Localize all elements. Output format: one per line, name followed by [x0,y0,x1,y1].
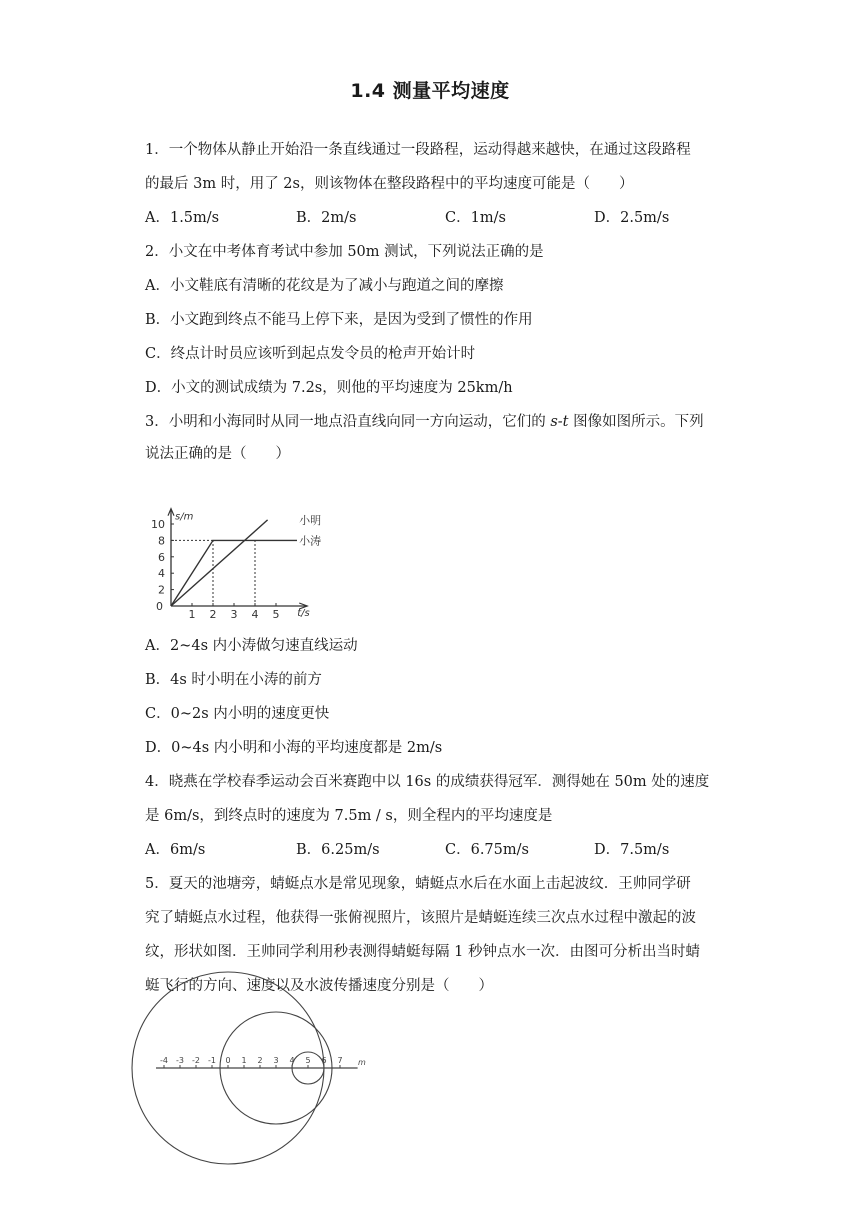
axis-tick-label: 1 [241,1056,247,1065]
x-tick-label-5: 5 [272,608,280,621]
q1-stem-line-2: 的最后 3m 时，用了 2s，则该物体在整段路程中的平均速度可能是（ ） [145,176,634,192]
q2-option-b[interactable]: B．小文跑到终点不能马上停下来，是因为受到了惯性的作用 [145,312,533,328]
y-tick-label-6: 6 [158,550,165,564]
x-tick-label-1: 1 [188,608,196,621]
q1-option-b[interactable]: B．2m/s [296,210,357,226]
q2-option-a[interactable]: A．小文鞋底有清晰的花纹是为了减小与跑道之间的摩擦 [145,278,504,294]
page-title: 1.4 测量平均速度 [350,80,510,102]
q3-stem-prefix: 3．小明和小海同时从同一地点沿直线向同一方向运动，它们的 [145,414,551,430]
q3-stem-suffix: 图像如图所示。下列 [568,414,704,430]
axis-tick-label: 4 [289,1056,295,1065]
q3-stem-italic: s-t [550,414,569,430]
y-tick-label-10: 10 [151,518,165,531]
q3-stem-line-1 [145,412,704,432]
q3-option-c[interactable]: C．0~2s 内小明的速度更快 [145,706,330,722]
axis-tick-label: -4 [160,1056,168,1065]
q5-stem-line-2: 究了蜻蜓点水过程，他获得一张俯视照片，该照片是蜻蜓连续三次点水过程中激起的波 [145,910,696,926]
q3-option-b[interactable]: B．4s 时小明在小涛的前方 [145,672,322,688]
ripple-figure [150,1004,366,1144]
q3-option-d[interactable]: D．0~4s 内小明和小海的平均速度都是 2m/s [145,740,443,756]
x-tick-label-4: 4 [251,608,259,621]
st-graph-figure [145,476,335,622]
axis-tick-label: 0 [225,1056,231,1065]
q4-stem-line-2: 是 6m/s，到终点时的速度为 7.5m / s，则全程内的平均速度是 [145,808,553,824]
axis-tick-label: -1 [208,1056,216,1065]
series-label-2: 小涛 [299,534,322,548]
axis-tick-label: -3 [176,1056,184,1065]
q5-stem-line-4: 蜓飞行的方向、速度以及水波传播速度分别是（ ） [145,978,493,994]
q2-stem: 2．小文在中考体育考试中参加 50m 测试，下列说法正确的是 [145,244,544,260]
series-line-1 [171,520,268,606]
y-tick-label-8: 8 [158,534,165,548]
q3-stem-line-2: 说法正确的是（ ） [145,446,290,462]
q1-stem-line-1: 1．一个物体从静止开始沿一条直线通过一段路程，运动得越来越快，在通过这段路程 [145,142,691,158]
y-tick-label-4: 4 [158,567,165,581]
q5-stem-line-3: 纹，形状如图．王帅同学利用秒表测得蜻蜓每隔 1 秒钟点水一次．由图可分析出当时蜻 [145,944,700,960]
q5-stem-line-1: 5．夏天的池塘旁，蜻蜓点水是常见现象，蜻蜓点水后在水面上击起波纹．王帅同学研 [145,876,691,892]
q3-option-a[interactable]: A．2~4s 内小涛做匀速直线运动 [145,638,358,654]
y-tick-label-2: 2 [158,583,165,597]
q2-option-c[interactable]: C．终点计时员应该听到起点发令员的枪声开始计时 [145,346,476,362]
series-label-1: 小明 [299,513,322,527]
q2-option-d[interactable]: D．小文的测试成绩为 7.2s，则他的平均速度为 25km/h [145,380,513,396]
q1-option-c[interactable]: C．1m/s [445,210,506,226]
x-tick-label-3: 3 [230,608,238,621]
x-axis-label: t/s [297,608,310,619]
q1-option-d[interactable]: D．2.5m/s [594,210,670,226]
origin-label: 0 [156,600,163,613]
axis-tick-label: 5 [305,1056,311,1065]
q4-option-b[interactable]: B．6.25m/s [296,842,380,858]
q4-option-c[interactable]: C．6.75m/s [445,842,529,858]
axis-unit-label: m [358,1058,366,1067]
axis-tick-label: 7 [337,1056,343,1065]
x-tick-label-2: 2 [209,608,217,621]
q4-option-a[interactable]: A．6m/s [145,842,206,858]
axis-tick-label: 3 [273,1056,279,1065]
axis-tick-label: 2 [257,1056,263,1065]
q1-option-a[interactable]: A．1.5m/s [145,210,220,226]
axis-tick-label: 6 [321,1056,327,1065]
y-axis-label: s/m [175,511,194,523]
axis-tick-label: -2 [192,1056,200,1065]
q4-stem-line-1: 4．晓燕在学校春季运动会百米赛跑中以 16s 的成绩获得冠军．测得她在 50m 处的速度 [145,774,710,790]
q4-option-d[interactable]: D．7.5m/s [594,842,670,858]
